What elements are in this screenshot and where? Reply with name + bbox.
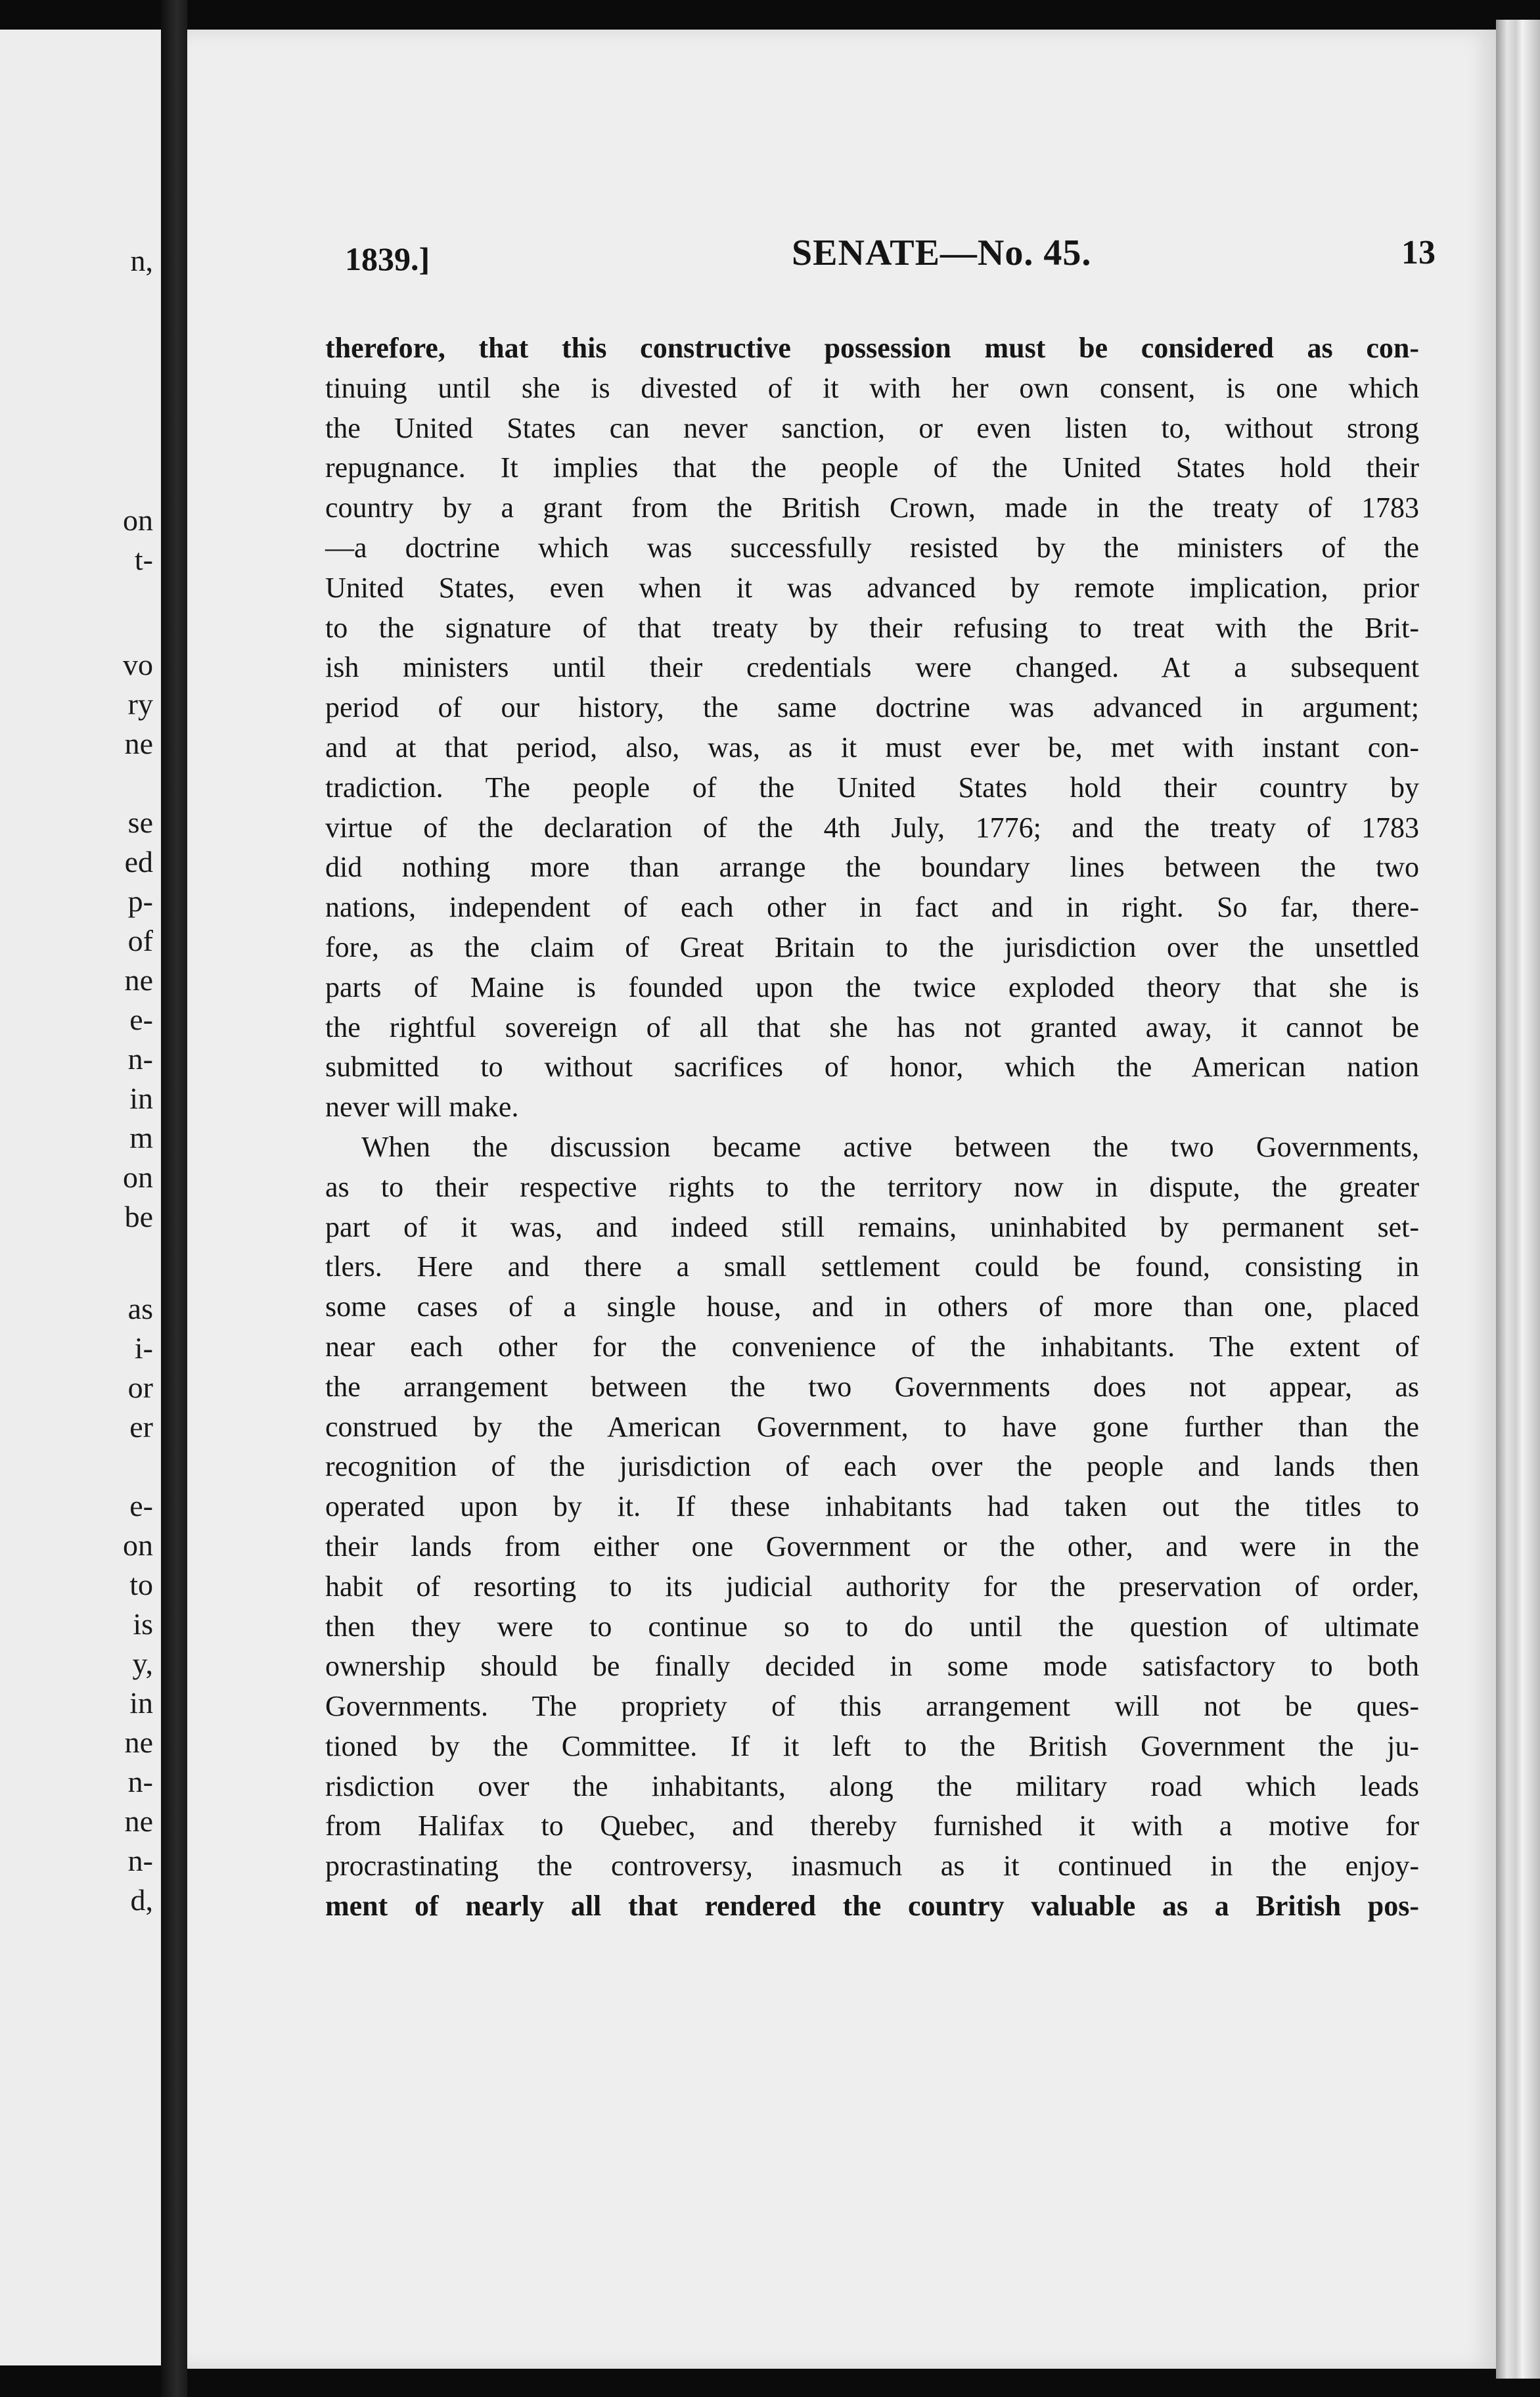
text-line: ownership should be finally decided in some mode satisfactory to both — [325, 1650, 1419, 1683]
facing-page-word-end: on — [123, 1528, 153, 1562]
text-line: near each other for the convenience of the inhabitants. The extent of — [325, 1330, 1419, 1363]
text-line: the rightful sovereign of all that she has not granted away, it cannot be — [325, 1011, 1419, 1043]
facing-page-word-end: vo — [123, 648, 153, 681]
facing-page-word-end: ed — [124, 845, 153, 879]
document-page — [187, 30, 1496, 2369]
header-title: SENATE—No. 45. — [792, 233, 1092, 273]
text-line: nations, independent of each other in fact and in right. So far, there- — [325, 891, 1419, 924]
text-line: procrastinating the controversy, inasmuch as it continued in the enjoy- — [325, 1850, 1419, 1883]
text-line: tradiction. The people of the United States hold their country by — [325, 771, 1419, 804]
facing-page-word-end: se — [127, 806, 153, 839]
facing-page-word-end: ry — [127, 687, 153, 721]
text-line: risdiction over the inhabitants, along the military road which leads — [325, 1769, 1419, 1802]
facing-page-word-end: y, — [132, 1647, 153, 1680]
facing-page-word-end: ne — [124, 1725, 153, 1759]
text-line: ish ministers until their credentials were changed. At a subsequent — [325, 651, 1419, 684]
text-line: country by a grant from the British Crown, made in the treaty of 1783 — [325, 491, 1419, 524]
text-line: their lands from either one Government or the other, and were in the — [325, 1530, 1419, 1563]
facing-page-word-end: n, — [130, 244, 153, 277]
facing-page-word-end: ne — [124, 963, 153, 997]
facing-page-word-end: as — [127, 1292, 153, 1325]
text-line: and at that period, also, was, as it must ever be, met with instant con- — [325, 731, 1419, 764]
text-line: did nothing more than arrange the boundary lines between the two — [325, 851, 1419, 884]
facing-page-word-end: m — [129, 1121, 153, 1154]
running-header — [345, 227, 1436, 286]
text-line: repugnance. It implies that the people of the United States hold their — [325, 451, 1419, 484]
page-edge-stack — [1496, 20, 1540, 2379]
facing-page-word-end: i- — [134, 1331, 153, 1365]
page-number: 13 — [1401, 234, 1436, 271]
facing-page-word-end: e- — [129, 1003, 153, 1036]
facing-page-word-end: ne — [124, 1804, 153, 1838]
facing-page-word-end: be — [124, 1200, 153, 1233]
book-spine — [161, 0, 187, 2397]
facing-page-word-end: er — [129, 1410, 153, 1444]
facing-page-word-end: to — [129, 1568, 153, 1601]
text-line: part of it was, and indeed still remains, uninhabited by permanent set- — [325, 1210, 1419, 1243]
facing-page-word-end: p- — [127, 884, 153, 918]
facing-page-word-end: n- — [127, 1844, 153, 1877]
text-line: some cases of a single house, and in others of more than one, placed — [325, 1290, 1419, 1323]
text-line: to the signature of that treaty by their refusing to treat with the Brit- — [325, 611, 1419, 644]
text-line: tinuing until she is divested of it with her own consent, is one which — [325, 371, 1419, 404]
text-line: construed by the American Government, to have gone further than the — [325, 1410, 1419, 1443]
text-line: tioned by the Committee. If it left to the British Government the ju- — [325, 1729, 1419, 1762]
facing-page-word-end: on — [123, 1160, 153, 1194]
text-line: ment of nearly all that rendered the country valuable as a British pos- — [325, 1890, 1419, 1923]
text-line: operated upon by it. If these inhabitants had taken out the titles to — [325, 1490, 1419, 1523]
text-line: —a doctrine which was successfully resisted by the ministers of the — [325, 531, 1419, 564]
facing-page-word-end: e- — [129, 1489, 153, 1522]
text-line: period of our history, the same doctrine was advanced in argument; — [325, 691, 1419, 724]
facing-page-word-end: is — [133, 1607, 153, 1641]
text-line: Governments. The propriety of this arrangement will not be ques- — [325, 1690, 1419, 1723]
text-line: the United States can never sanction, or even listen to, without strong — [325, 411, 1419, 444]
text-line: the arrangement between the two Governments does not appear, as — [325, 1370, 1419, 1403]
text-line: parts of Maine is founded upon the twice exploded theory that she is — [325, 970, 1419, 1003]
text-line: therefore, that this constructive possession must be considered as con- — [325, 332, 1419, 364]
text-line: never will make. — [325, 1091, 519, 1124]
facing-page-fragment — [0, 30, 161, 2365]
text-line: habit of resorting to its judicial authority for the preservation of order, — [325, 1570, 1419, 1603]
facing-page-word-end: in — [129, 1686, 153, 1720]
text-line: as to their respective rights to the territory now in dispute, the greater — [325, 1170, 1419, 1203]
facing-page-word-end: of — [127, 924, 153, 957]
facing-page-word-end: t- — [134, 543, 153, 576]
text-line: submitted to without sacrifices of honor, which the American nation — [325, 1051, 1419, 1084]
text-line: tlers. Here and there a small settlement could be found, consisting in — [325, 1250, 1419, 1283]
facing-page-word-end: in — [129, 1082, 153, 1115]
text-line: then they were to continue so to do until the question of ultimate — [325, 1610, 1419, 1643]
text-line: United States, even when it was advanced by remote implication, prior — [325, 571, 1419, 604]
facing-page-word-end: d, — [130, 1883, 153, 1917]
text-line: from Halifax to Quebec, and thereby furnished it with a motive for — [325, 1810, 1419, 1842]
facing-page-word-end: on — [123, 503, 153, 537]
text-line: recognition of the jurisdiction of each over the people and lands then — [325, 1450, 1419, 1483]
text-line: When the discussion became active between the two Governments, — [361, 1130, 1419, 1163]
text-line: fore, as the claim of Great Britain to the jurisdiction over the unsettled — [325, 930, 1419, 963]
header-year: 1839.] — [345, 240, 430, 277]
body-text — [325, 329, 1419, 1927]
facing-page-word-end: or — [127, 1371, 153, 1404]
facing-page-word-end: n- — [127, 1042, 153, 1076]
facing-page-word-end: ne — [124, 727, 153, 760]
text-line: virtue of the declaration of the 4th July, 1776; and the treaty of 1783 — [325, 811, 1419, 844]
facing-page-word-end: n- — [127, 1765, 153, 1798]
